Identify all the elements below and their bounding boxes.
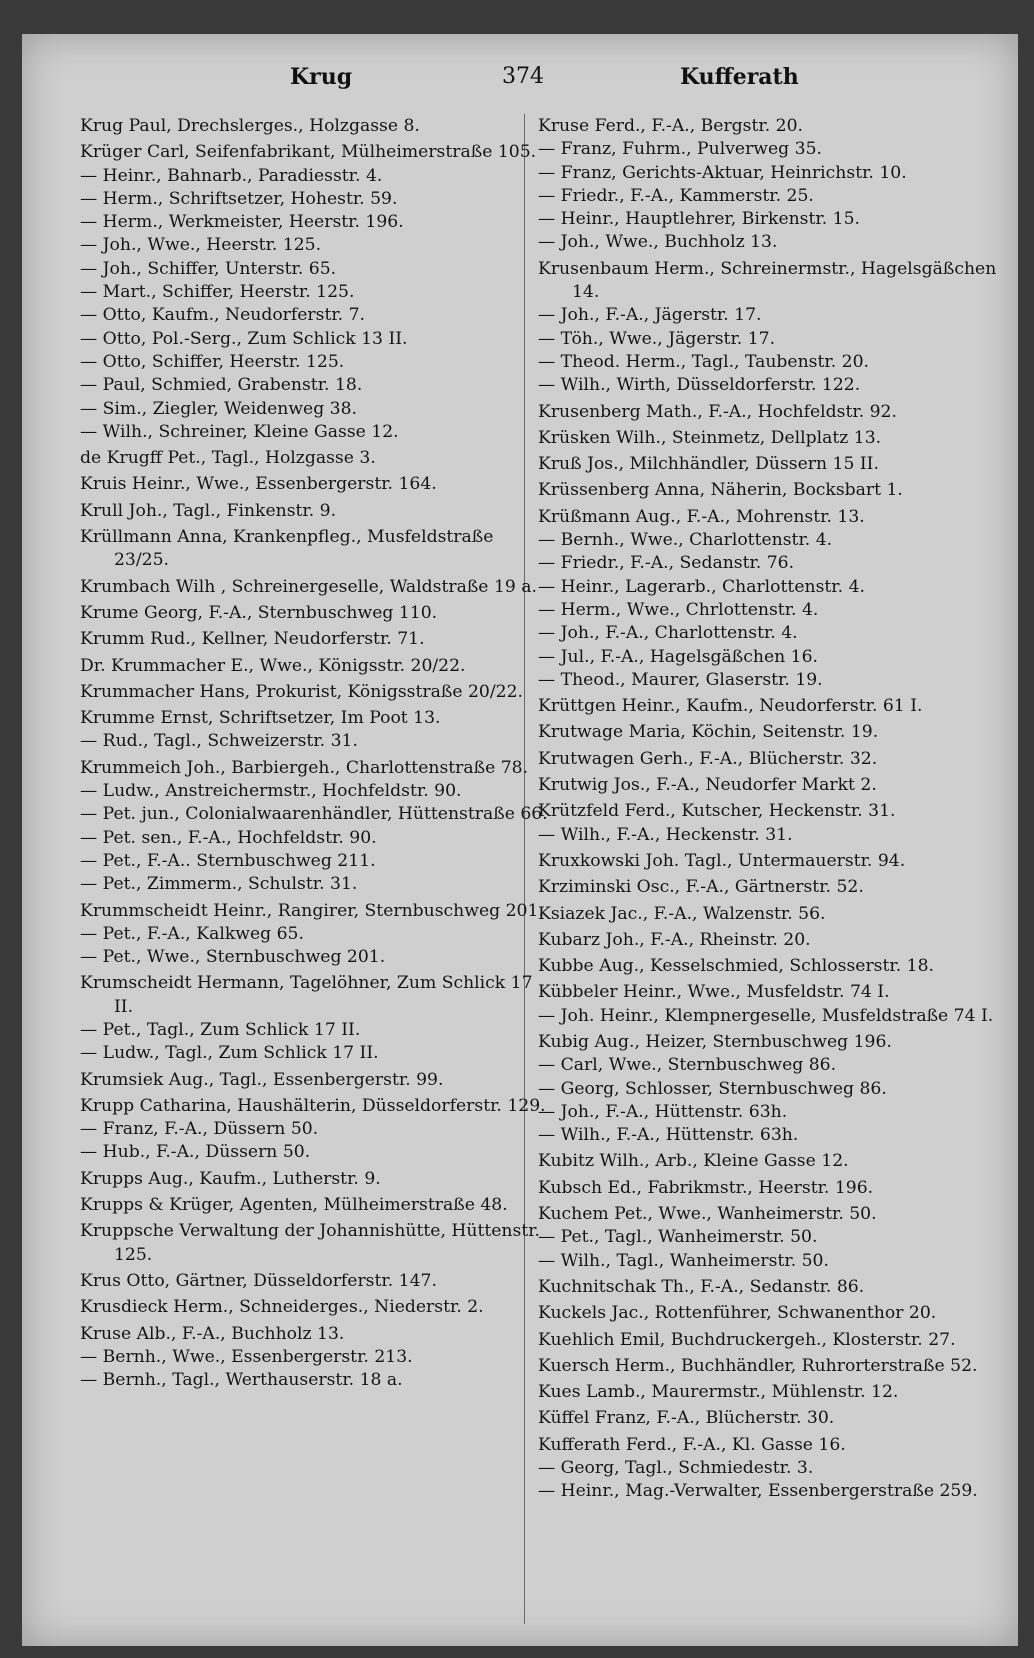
directory-entry: Krumm Rud., Kellner, Neudorferstr. 71. [80, 629, 425, 650]
directory-entry: — Heinr., Mag.-Verwalter, Essenbergerstraße 259. [538, 1481, 978, 1502]
directory-entry: — Joh., F.-A., Hüttenstr. 63h. [538, 1101, 788, 1122]
directory-entry: Krüger Carl, Seifenfabrikant, Mülheimerstraße 105. [80, 142, 537, 163]
directory-entry: — Paul, Schmied, Grabenstr. 18. [80, 375, 363, 396]
directory-entry: Kufferath Ferd., F.-A., Kl. Gasse 16. [538, 1434, 846, 1455]
directory-entry: — Heinr., Hauptlehrer, Birkenstr. 15. [538, 209, 861, 230]
page-header [22, 64, 1018, 104]
directory-entry: Kruß Jos., Milchhändler, Düssern 15 II. [538, 454, 879, 475]
directory-entry: Krull Joh., Tagl., Finkenstr. 9. [80, 500, 337, 521]
directory-entry: Krützfeld Ferd., Kutscher, Heckenstr. 31. [538, 801, 896, 822]
directory-entry: Kubitz Wilh., Arb., Kleine Gasse 12. [538, 1151, 849, 1172]
directory-entry: Krume Georg, F.-A., Sternbuschweg 110. [80, 602, 438, 623]
directory-entry: — Hub., F.-A., Düssern 50. [80, 1142, 311, 1163]
directory-entry: — Wilh., F.-A., Hüttenstr. 63h. [538, 1125, 799, 1146]
directory-entry: Krüßmann Aug., F.-A., Mohrenstr. 13. [538, 506, 865, 527]
directory-entry: Kruis Heinr., Wwe., Essenbergerstr. 164. [80, 474, 437, 495]
directory-entry: — Franz, F.-A., Düssern 50. [80, 1119, 319, 1140]
directory-entry: Krutwagen Gerh., F.-A., Blücherstr. 32. [538, 748, 878, 769]
directory-entry: — Jul., F.-A., Hagelsgäßchen 16. [538, 646, 819, 667]
directory-entry: Kübbeler Heinr., Wwe., Musfeldstr. 74 I. [538, 982, 890, 1003]
directory-entry: — Otto, Schiffer, Heerstr. 125. [80, 351, 345, 372]
directory-entry: — Theod. Herm., Tagl., Taubenstr. 20. [538, 351, 869, 372]
directory-entry: Kuchem Pet., Wwe., Wanheimerstr. 50. [538, 1204, 877, 1225]
directory-entry: Kuehlich Emil, Buchdruckergeh., Klosterstr. 27. [538, 1329, 956, 1350]
directory-entry: Krüsken Wilh., Steinmetz, Dellplatz 13. [538, 427, 882, 448]
directory-entry: — Töh., Wwe., Jägerstr. 17. [538, 328, 776, 349]
directory-entry: Dr. Krummacher E., Wwe., Königsstr. 20/22. [80, 655, 466, 676]
directory-entry: — Pet., Wwe., Sternbuschweg 201. [80, 947, 386, 968]
directory-entry: — Bernh., Wwe., Essenbergerstr. 213. [80, 1346, 413, 1367]
right-column [538, 112, 1008, 1504]
page-number: 374 [502, 64, 544, 89]
directory-entry: Krusdieck Herm., Schneiderges., Niederstr. 2. [80, 1297, 484, 1318]
directory-entry: — Joh., F.-A., Jägerstr. 17. [538, 305, 762, 326]
left-column [80, 112, 550, 1392]
directory-entry: Krüttgen Heinr., Kaufm., Neudorferstr. 61 I. [538, 696, 923, 717]
directory-entry: — Franz, Fuhrm., Pulverweg 35. [538, 139, 822, 160]
directory-entry: Krumbach Wilh , Schreinergeselle, Waldstraße 19 a. [80, 576, 537, 597]
directory-entry: — Wilh., Schreiner, Kleine Gasse 12. [80, 421, 399, 442]
directory-entry: — Bernh., Tagl., Werthauserstr. 18 a. [80, 1370, 403, 1391]
directory-entry: Krummscheidt Heinr., Rangirer, Sternbuschweg 201. [80, 900, 544, 921]
directory-entry: Krupps & Krüger, Agenten, Mülheimerstraße 48. [80, 1195, 508, 1216]
directory-entry: Kues Lamb., Maurermstr., Mühlenstr. 12. [538, 1382, 899, 1403]
directory-entry: — Georg, Schlosser, Sternbuschweg 86. [538, 1078, 887, 1099]
directory-entry: — Carl, Wwe., Sternbuschweg 86. [538, 1055, 837, 1076]
directory-entry: Krziminski Osc., F.-A., Gärtnerstr. 52. [538, 877, 864, 898]
directory-entry: — Pet., F.-A.. Sternbuschweg 211. [80, 850, 376, 871]
directory-entry: Krutwig Jos., F.-A., Neudorfer Markt 2. [538, 775, 877, 796]
directory-entry: Krumsiek Aug., Tagl., Essenbergerstr. 99. [80, 1069, 444, 1090]
directory-entry: — Otto, Kaufm., Neudorferstr. 7. [80, 305, 366, 326]
directory-entry: — Joh., Wwe., Buchholz 13. [538, 232, 778, 253]
directory-entry: — Ludw., Tagl., Zum Schlick 17 II. [80, 1043, 379, 1064]
directory-entry: Kruppsche Verwaltung der Johannishütte, Hüttenstr. 125. [80, 1221, 541, 1265]
directory-entry: — Wilh., Wirth, Düsseldorferstr. 122. [538, 375, 861, 396]
directory-entry: Krüssenberg Anna, Näherin, Bocksbart 1. [538, 480, 903, 501]
directory-entry: de Krugff Pet., Tagl., Holzgasse 3. [80, 448, 376, 469]
directory-entry: — Joh., Schiffer, Unterstr. 65. [80, 258, 337, 279]
directory-entry: Kruse Ferd., F.-A., Bergstr. 20. [538, 116, 804, 136]
directory-entry: — Herm., Wwe., Chrlottenstr. 4. [538, 599, 819, 620]
directory-entry: Kubbe Aug., Kesselschmied, Schlosserstr. 18. [538, 956, 934, 977]
directory-entry: — Friedr., F.-A., Kammerstr. 25. [538, 185, 814, 206]
directory-entry: — Pet. jun., Colonialwaarenhändler, Hüttenstraße 66. [80, 804, 548, 825]
directory-entry: Ksiazek Jac., F.-A., Walzenstr. 56. [538, 903, 826, 924]
directory-entry: — Pet., Zimmerm., Schulstr. 31. [80, 874, 358, 895]
directory-entry: — Pet., Tagl., Zum Schlick 17 II. [80, 1019, 361, 1040]
directory-entry: — Franz, Gerichts-Aktuar, Heinrichstr. 10. [538, 162, 907, 183]
directory-entry: Krumscheidt Hermann, Tagelöhner, Zum Schlick 17 II. [80, 973, 533, 1017]
directory-entry: Kubig Aug., Heizer, Sternbuschweg 196. [538, 1031, 892, 1052]
directory-entry: Kuckels Jac., Rottenführer, Schwanenthor 20. [538, 1303, 937, 1324]
directory-entry: Krus Otto, Gärtner, Düsseldorferstr. 147. [80, 1270, 437, 1291]
directory-entry: — Bernh., Wwe., Charlottenstr. 4. [538, 530, 833, 551]
directory-entry: Kruxkowski Joh. Tagl., Untermauerstr. 94. [538, 850, 906, 871]
directory-entry: — Joh. Heinr., Klempnergeselle, Musfeldstraße 74 I. [538, 1005, 994, 1026]
directory-entry: — Heinr., Lagerarb., Charlottenstr. 4. [538, 576, 865, 597]
directory-entry: Krüllmann Anna, Krankenpfleg., Musfeldstraße 23/25. [80, 527, 494, 571]
directory-entry: — Sim., Ziegler, Weidenweg 38. [80, 398, 358, 419]
header-left-keyword: Krug [290, 64, 353, 90]
directory-entry: — Wilh., Tagl., Wanheimerstr. 50. [538, 1250, 829, 1271]
directory-entry: Küffel Franz, F.-A., Blücherstr. 30. [538, 1408, 835, 1429]
directory-entry: — Joh., Wwe., Heerstr. 125. [80, 235, 322, 256]
directory-entry: — Rud., Tagl., Schweizerstr. 31. [80, 731, 358, 752]
directory-entry: Kubarz Joh., F.-A., Rheinstr. 20. [538, 929, 811, 950]
directory-entry: Krummeich Joh., Barbiergeh., Charlottenstraße 78. [80, 757, 529, 778]
directory-entry: Krummacher Hans, Prokurist, Königsstraße 20/22. [80, 681, 523, 702]
directory-entry: — Joh., F.-A., Charlottenstr. 4. [538, 623, 798, 644]
directory-entry: — Theod., Maurer, Glaserstr. 19. [538, 669, 823, 690]
directory-entry: Kruse Alb., F.-A., Buchholz 13. [80, 1323, 345, 1344]
directory-entry: — Pet. sen., F.-A., Hochfeldstr. 90. [80, 827, 377, 848]
header-right-keyword: Kufferath [680, 64, 799, 90]
directory-entry: Kuersch Herm., Buchhändler, Ruhrorterstraße 52. [538, 1355, 978, 1376]
directory-entry: — Georg, Tagl., Schmiedestr. 3. [538, 1458, 814, 1479]
directory-entry: — Ludw., Anstreichermstr., Hochfeldstr. 90. [80, 781, 462, 802]
directory-entry: Krug Paul, Drechslerges., Holzgasse 8. [80, 116, 420, 136]
directory-entry: — Pet., F.-A., Kalkweg 65. [80, 923, 304, 944]
directory-entry: — Friedr., F.-A., Sedanstr. 76. [538, 553, 795, 574]
directory-entry: Krupps Aug., Kaufm., Lutherstr. 9. [80, 1168, 381, 1189]
directory-entry: — Pet., Tagl., Wanheimerstr. 50. [538, 1227, 818, 1248]
directory-page [22, 34, 1018, 1646]
directory-entry: Krutwage Maria, Köchin, Seitenstr. 19. [538, 722, 879, 743]
directory-entry: Kuchnitschak Th., F.-A., Sedanstr. 86. [538, 1276, 865, 1297]
directory-entry: Krusenberg Math., F.-A., Hochfeldstr. 92. [538, 401, 897, 422]
directory-entry: Krusenbaum Herm., Schreinermstr., Hagelsgäßchen 14. [538, 258, 997, 303]
directory-entry: — Heinr., Bahnarb., Paradiesstr. 4. [80, 165, 383, 186]
directory-entry: Krumme Ernst, Schriftsetzer, Im Poot 13. [80, 708, 441, 729]
directory-entry: — Herm., Werkmeister, Heerstr. 196. [80, 212, 404, 233]
directory-entry: — Wilh., F.-A., Heckenstr. 31. [538, 824, 793, 845]
directory-entry: Kubsch Ed., Fabrikmstr., Heerstr. 196. [538, 1177, 874, 1198]
directory-entry: — Mart., Schiffer, Heerstr. 125. [80, 282, 355, 303]
directory-entry: Krupp Catharina, Haushälterin, Düsseldorferstr. 129. [80, 1095, 546, 1116]
directory-entry: — Herm., Schriftsetzer, Hohestr. 59. [80, 188, 398, 209]
directory-entry: — Otto, Pol.-Serg., Zum Schlick 13 II. [80, 328, 408, 349]
